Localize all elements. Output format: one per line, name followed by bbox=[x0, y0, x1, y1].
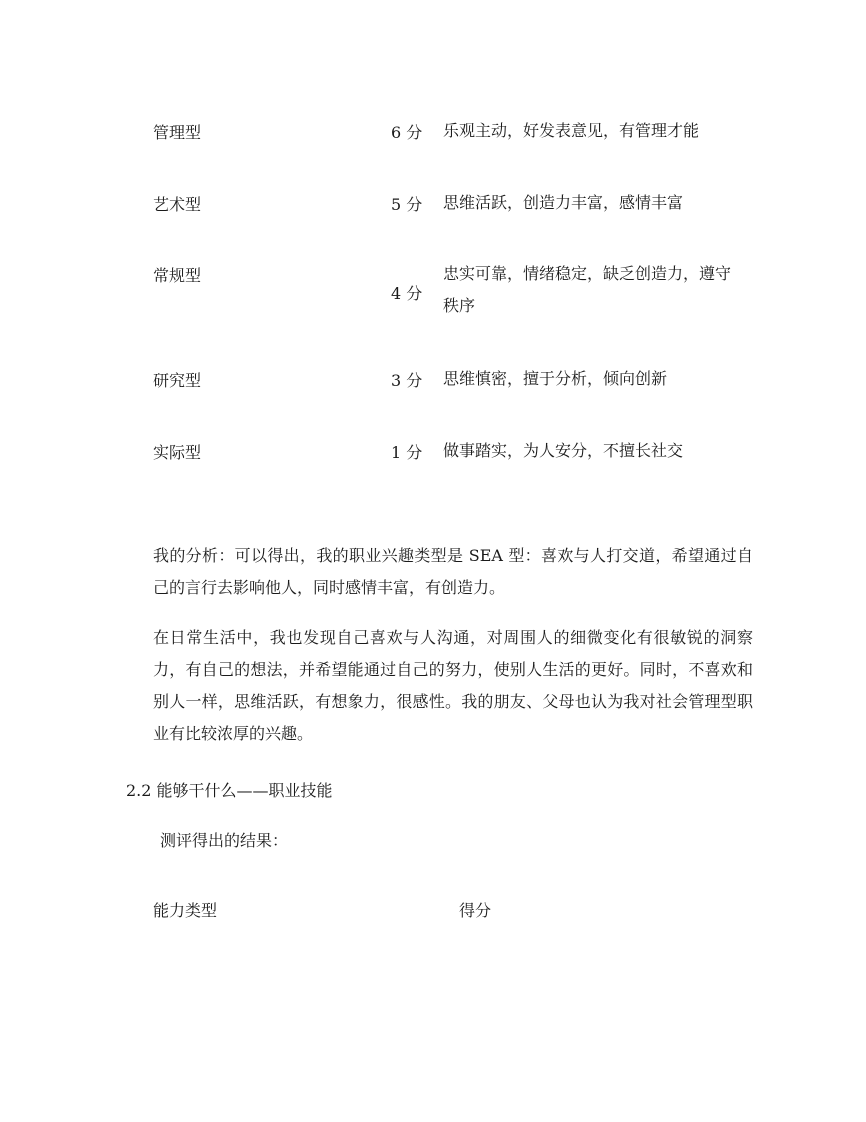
interest-type: 实际型 bbox=[153, 443, 202, 462]
interest-score: 5 分 bbox=[391, 195, 423, 214]
interest-type: 常规型 bbox=[153, 266, 202, 285]
skills-header-score: 得分 bbox=[459, 901, 492, 920]
interest-description: 思维慎密，擅于分析，倾向创新 bbox=[443, 369, 668, 388]
interest-type: 管理型 bbox=[153, 123, 202, 142]
interest-score: 3 分 bbox=[391, 371, 423, 390]
interest-description: 忠实可靠，情绪稳定，缺乏创造力，遵守秩序 bbox=[443, 264, 732, 315]
section-heading: 2.2 能够干什么——职业技能 bbox=[126, 781, 333, 800]
interest-row-conventional bbox=[153, 263, 753, 343]
interest-score: 6 分 bbox=[391, 123, 423, 142]
interest-score: 1 分 bbox=[391, 443, 423, 462]
interest-row-realistic bbox=[153, 440, 753, 520]
interest-description: 做事踏实，为人安分，不擅长社交 bbox=[443, 441, 684, 460]
analysis-paragraph: 我的分析：可以得出，我的职业兴趣类型是 SEA 型：喜欢与人打交道，希望通过自己的言行去影响他人，同时感情丰富，有创造力。 bbox=[153, 546, 753, 597]
interest-description: 乐观主动，好发表意见，有管理才能 bbox=[443, 121, 700, 140]
interest-type: 研究型 bbox=[153, 371, 202, 390]
skills-header-type: 能力类型 bbox=[153, 901, 218, 920]
interest-score: 4 分 bbox=[391, 284, 423, 303]
daily-life-paragraph: 在日常生活中，我也发现自己喜欢与人沟通，对周围人的细微变化有很敏锐的洞察力，有自己的想法，并希望能通过自己的努力，使别人生活的更好。同时，不喜欢和别人一样，思维活跃，有想象力，很感性。我的朋友、父母也认为我对社会管理型职业有比较浓厚的兴趣。 bbox=[153, 628, 753, 743]
interest-description: 思维活跃，创造力丰富，感情丰富 bbox=[443, 193, 684, 212]
result-label: 测评得出的结果： bbox=[160, 831, 289, 850]
interest-type: 艺术型 bbox=[153, 195, 202, 214]
